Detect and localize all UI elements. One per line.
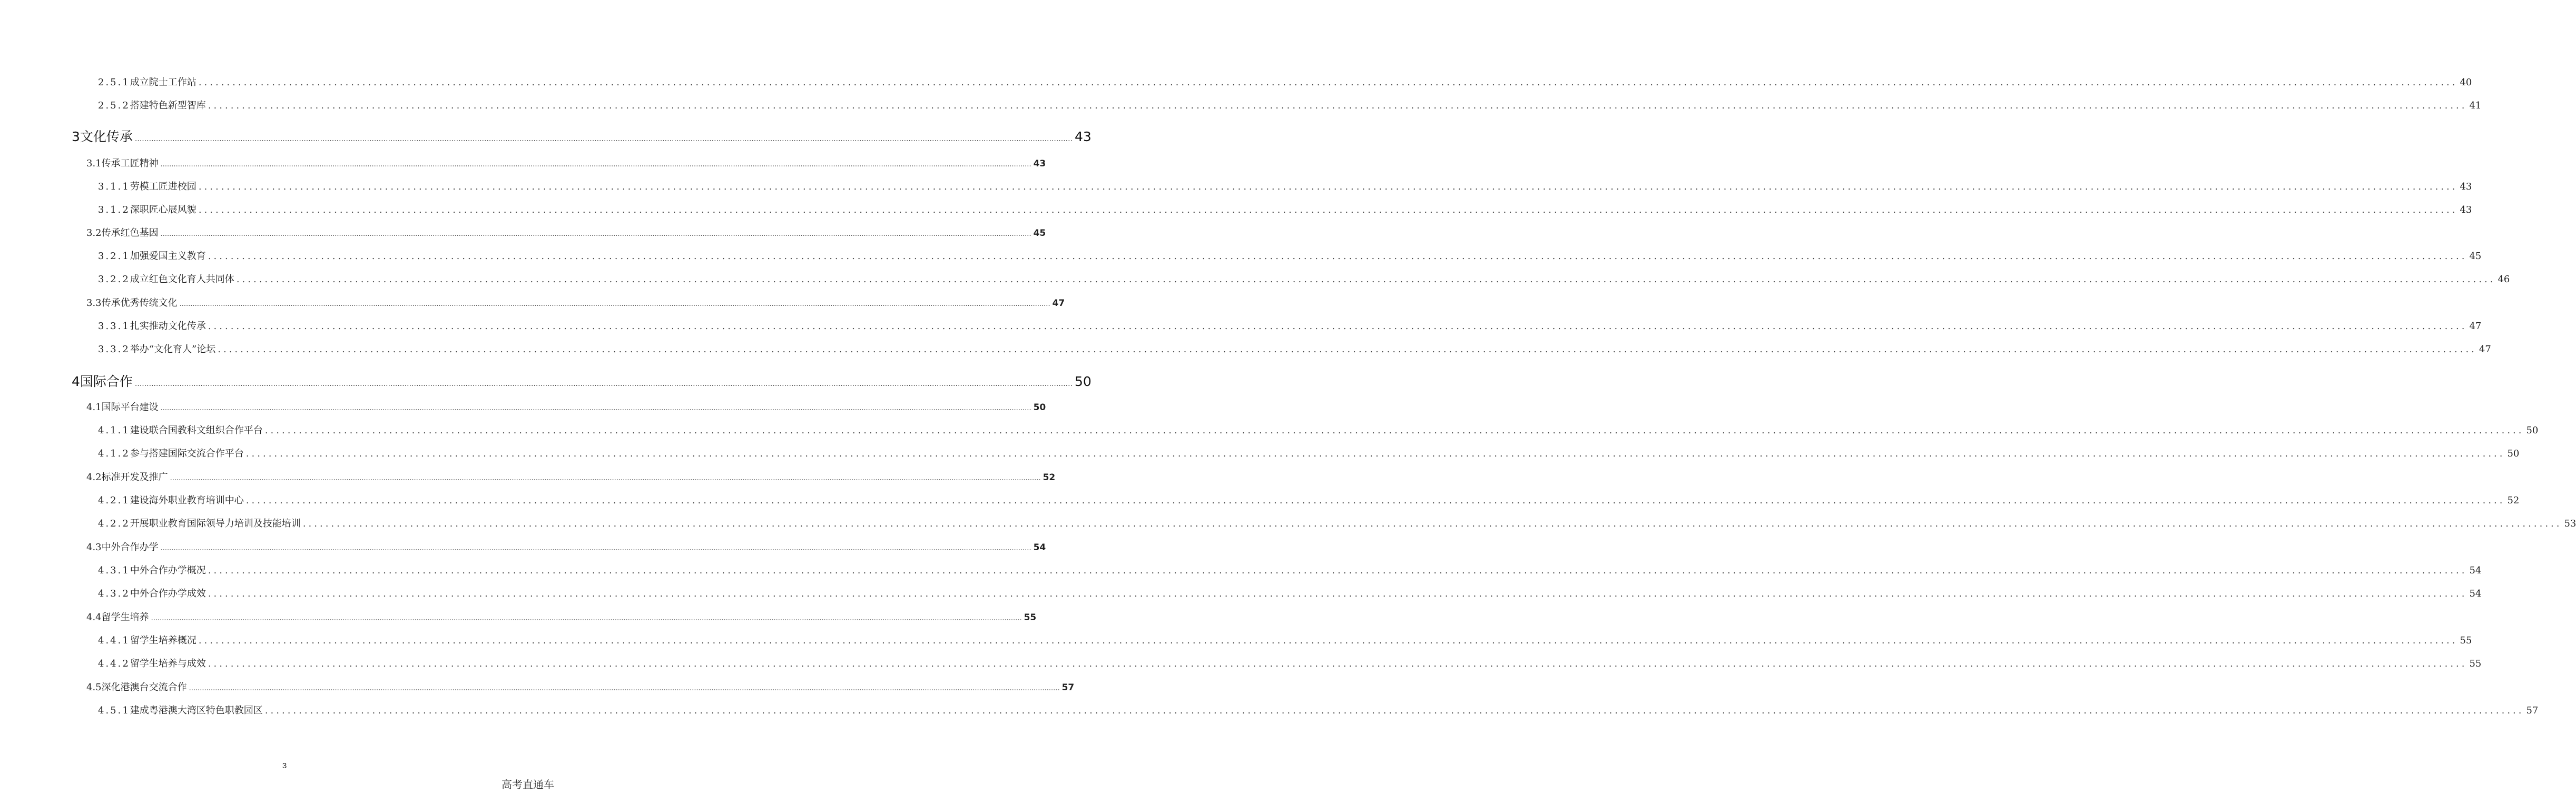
toc-entry[interactable]	[0, 342, 2491, 355]
toc-entry[interactable]	[0, 202, 2472, 216]
toc-entry-number: 2.5.1	[98, 77, 130, 88]
toc-leader-dots: ................................................................................................................................................................................................................................................................................................................................................................................................................	[179, 300, 1050, 308]
toc-entry[interactable]	[0, 703, 2539, 717]
toc-entry-title: 深职匠心展风貌	[130, 204, 196, 215]
toc-entry-number: 3.1.2	[98, 204, 130, 215]
toc-entry[interactable]	[0, 98, 2482, 112]
toc-entry-page: 57	[1061, 682, 1075, 693]
toc-entry-number: 4.3.1	[98, 565, 130, 576]
toc-entry-title: 传承工匠精神	[101, 158, 159, 169]
toc-entry-number: 3.3.2	[98, 344, 130, 355]
toc-entry-number: 3.1.1	[98, 181, 130, 192]
toc-entry[interactable]	[0, 446, 2520, 460]
toc-leader-dots: ................................................................................................................................................................................................................................................................................................................................................................................................................	[198, 77, 2458, 88]
toc-entry-number: 4.5.1	[98, 705, 130, 716]
toc-leader-dots: ................................................................................................................................................................................................................................................................................................................................................................................................................	[236, 274, 2496, 285]
toc-entry[interactable]	[0, 610, 1037, 623]
toc-leader-dots: ................................................................................................................................................................................................................................................................................................................................................................................................................	[245, 495, 2505, 506]
toc-entry[interactable]	[0, 295, 1065, 309]
toc-entry-title: 中外合作办学	[101, 542, 159, 553]
toc-entry-title: 加强爱国主义教育	[130, 251, 206, 262]
toc-entry[interactable]	[0, 156, 1046, 170]
toc-leader-dots: ................................................................................................................................................................................................................................................................................................................................................................................................................	[189, 684, 1060, 692]
toc-leader-dots: ................................................................................................................................................................................................................................................................................................................................................................................................................	[198, 204, 2458, 215]
toc-leader-dots: ................................................................................................................................................................................................................................................................................................................................................................................................................	[160, 161, 1031, 168]
toc-entry-page: 54	[2469, 588, 2482, 599]
toc-entry[interactable]	[0, 470, 1056, 483]
toc-leader-dots: ................................................................................................................................................................................................................................................................................................................................................................................................................	[170, 474, 1041, 482]
toc-entry-number: 4.2	[86, 472, 102, 483]
toc-entry-title: 扎实推动文化传承	[130, 321, 206, 332]
toc-entry-number: 3.1	[86, 158, 102, 169]
toc-entry-number: 3.2	[86, 227, 102, 239]
toc-entry-page: 43	[2460, 204, 2472, 215]
toc-entry-page: 43	[2460, 181, 2472, 192]
toc-entry-title: 国际合作	[80, 374, 133, 389]
toc-entry-number: 3.2.2	[98, 274, 130, 285]
toc-entry-title: 参与搭建国际交流合作平台	[130, 448, 244, 459]
toc-leader-dots: ................................................................................................................................................................................................................................................................................................................................................................................................................	[208, 251, 2467, 262]
toc-entry-page: 53	[2564, 518, 2576, 529]
toc-entry-page: 47	[2479, 344, 2491, 355]
toc-entry[interactable]	[0, 179, 2472, 193]
toc-entry[interactable]	[0, 75, 2472, 88]
toc-entry-title: 劳模工匠进校园	[130, 181, 196, 192]
page-number: 3	[282, 761, 287, 770]
toc-leader-dots: ................................................................................................................................................................................................................................................................................................................................................................................................................	[208, 321, 2467, 332]
toc-leader-dots: ................................................................................................................................................................................................................................................................................................................................................................................................................	[160, 230, 1031, 238]
toc-entry-title: 留学生培养概况	[130, 635, 196, 646]
toc-leader-dots: ................................................................................................................................................................................................................................................................................................................................................................................................................	[208, 658, 2467, 669]
toc-entry-title: 开展职业教育国际领导力培训及技能培训	[130, 518, 301, 529]
toc-entry-title: 国际平台建设	[101, 402, 159, 413]
toc-leader-dots: ................................................................................................................................................................................................................................................................................................................................................................................................................	[218, 344, 2477, 355]
toc-entry-page: 43	[1033, 158, 1046, 169]
toc-entry-title: 文化传承	[80, 129, 133, 144]
toc-entry[interactable]	[0, 423, 2539, 436]
toc-entry-page: 52	[1043, 472, 1056, 483]
toc-entry[interactable]	[0, 400, 1046, 413]
toc-entry-number: 3.3.1	[98, 321, 130, 332]
toc-entry-page: 46	[2498, 274, 2510, 285]
toc-entry-page: 50	[2526, 425, 2539, 436]
toc-leader-dots: ................................................................................................................................................................................................................................................................................................................................................................................................................	[134, 135, 1073, 143]
toc-entry-number: 3.3	[86, 297, 102, 309]
toc-entry-title: 举办“文化育人”论坛	[130, 344, 216, 355]
toc-entry-page: 55	[2460, 635, 2472, 646]
toc-entry-page: 40	[2460, 77, 2472, 88]
toc-entry-number: 4.4.1	[98, 635, 130, 646]
toc-leader-dots: ................................................................................................................................................................................................................................................................................................................................................................................................................	[208, 565, 2467, 576]
toc-entry[interactable]	[0, 272, 2510, 285]
toc-entry-number: 4.4.2	[98, 658, 130, 669]
toc-leader-dots: ................................................................................................................................................................................................................................................................................................................................................................................................................	[198, 635, 2458, 646]
toc-entry-title: 深化港澳台交流合作	[101, 682, 187, 693]
toc-entry[interactable]	[0, 540, 1046, 553]
toc-entry-page: 54	[1033, 542, 1046, 553]
toc-entry-page: 45	[2469, 251, 2482, 262]
toc-entry-number: 4.3.2	[98, 588, 130, 599]
toc-entry[interactable]	[0, 680, 1075, 693]
toc-entry-title: 搭建特色新型智库	[130, 100, 206, 111]
toc-entry-title: 标准开发及推广	[101, 472, 168, 483]
toc-leader-dots: ................................................................................................................................................................................................................................................................................................................................................................................................................	[302, 518, 2562, 529]
toc-entry-page: 50	[1033, 402, 1046, 413]
toc-entry-page: 50	[2507, 448, 2520, 459]
toc-entry-title: 传承优秀传统文化	[101, 297, 178, 309]
toc-entry-number: 4	[72, 374, 80, 389]
toc-entry[interactable]	[0, 126, 1092, 145]
toc-entry-number: 2.5.2	[98, 100, 130, 111]
toc-entry-title: 传承红色基因	[101, 227, 159, 239]
toc-entry-title: 成立院士工作站	[130, 77, 196, 88]
toc-entry-title: 成立红色文化育人共同体	[130, 274, 234, 285]
toc-entry-number: 4.4	[86, 612, 102, 623]
toc-entry-number: 4.1.1	[98, 425, 130, 436]
toc-entry-page: 47	[1052, 298, 1065, 309]
toc-entry-page: 55	[1024, 612, 1037, 623]
toc-entry-number: 4.1.2	[98, 448, 130, 459]
toc-entry-number: 4.5	[86, 682, 102, 693]
toc-entry-title: 建设海外职业教育培训中心	[130, 495, 244, 506]
toc-entry-page: 47	[2469, 321, 2482, 332]
toc-entry-page: 45	[1033, 228, 1046, 239]
toc-entry-number: 4.2.2	[98, 518, 130, 529]
toc-leader-dots: ................................................................................................................................................................................................................................................................................................................................................................................................................	[264, 425, 2524, 436]
toc-entry-title: 建成粤港澳大湾区特色职教园区	[130, 705, 263, 716]
toc-leader-dots: ................................................................................................................................................................................................................................................................................................................................................................................................................	[245, 448, 2505, 459]
toc-entry-page: 52	[2507, 495, 2520, 506]
toc-entry-title: 留学生培养	[101, 612, 149, 623]
toc-entry-number: 3	[72, 129, 80, 144]
toc-entry-title: 中外合作办学概况	[130, 565, 206, 576]
toc-entry[interactable]	[0, 225, 1046, 239]
toc-entry[interactable]	[0, 249, 2482, 262]
toc-entry-page: 57	[2526, 705, 2539, 716]
toc-entry[interactable]	[0, 656, 2482, 670]
toc-entry-number: 4.3	[86, 542, 102, 553]
toc-entry-page: 50	[1075, 374, 1092, 389]
toc-entry-number: 3.2.1	[98, 251, 130, 262]
watermark: 高考直通车	[502, 778, 554, 791]
toc-entry-title: 留学生培养与成效	[130, 658, 206, 669]
toc-leader-dots: ................................................................................................................................................................................................................................................................................................................................................................................................................	[160, 404, 1031, 412]
toc-leader-dots: ................................................................................................................................................................................................................................................................................................................................................................................................................	[208, 100, 2467, 111]
toc-entry[interactable]	[0, 586, 2482, 600]
toc-leader-dots: ................................................................................................................................................................................................................................................................................................................................................................................................................	[151, 614, 1022, 622]
toc-entry-page: 43	[1075, 129, 1092, 144]
toc-entry-number: 4.1	[86, 402, 102, 413]
toc-leader-dots: ................................................................................................................................................................................................................................................................................................................................................................................................................	[198, 181, 2458, 192]
toc-entry-page: 55	[2469, 658, 2482, 669]
toc-entry[interactable]	[0, 371, 1092, 390]
toc-leader-dots: ................................................................................................................................................................................................................................................................................................................................................................................................................	[208, 588, 2467, 599]
toc-entry[interactable]	[0, 493, 2520, 507]
toc-entry-page: 41	[2469, 100, 2482, 111]
toc-entry-number: 4.2.1	[98, 495, 130, 506]
toc-entry[interactable]	[0, 563, 2482, 577]
toc-leader-dots: ................................................................................................................................................................................................................................................................................................................................................................................................................	[134, 380, 1073, 388]
toc-entry[interactable]	[0, 633, 2472, 647]
toc-leader-dots: ................................................................................................................................................................................................................................................................................................................................................................................................................	[160, 544, 1031, 552]
toc-entry-title: 建设联合国教科文组织合作平台	[130, 425, 263, 436]
toc-entry-page: 54	[2469, 565, 2482, 576]
toc-entry[interactable]	[0, 516, 2576, 530]
toc-entry-title: 中外合作办学成效	[130, 588, 206, 599]
toc-leader-dots: ................................................................................................................................................................................................................................................................................................................................................................................................................	[264, 705, 2524, 716]
toc-entry[interactable]	[0, 319, 2482, 332]
